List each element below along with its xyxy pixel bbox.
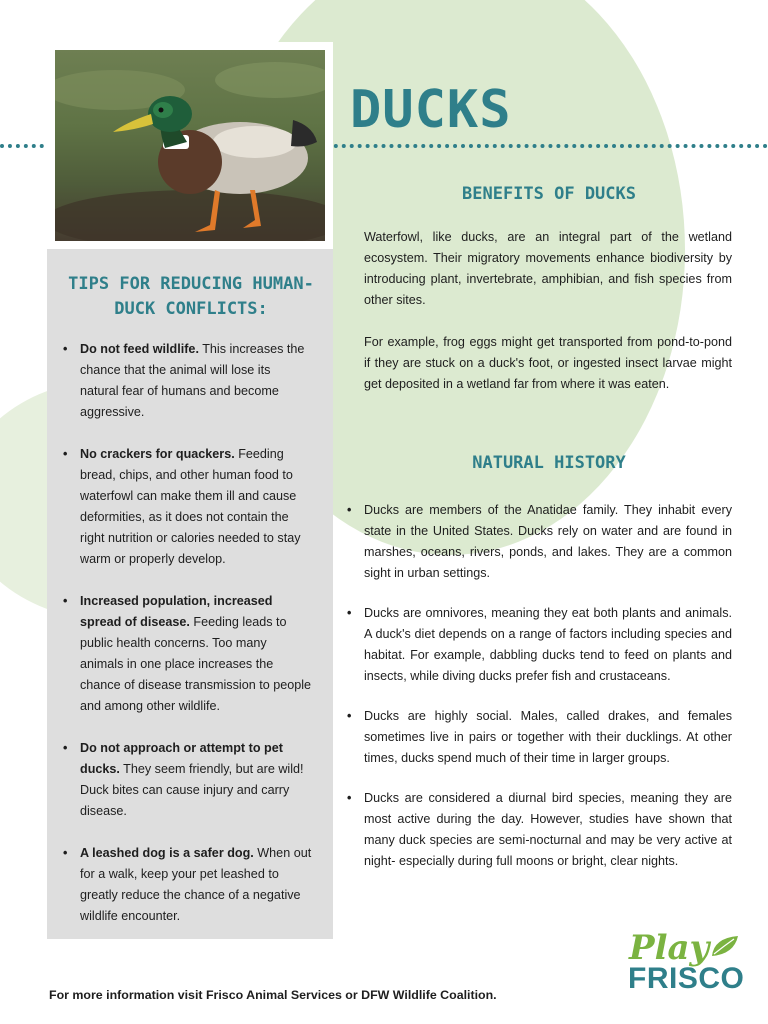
tips-heading [58, 272, 324, 322]
benefits-paragraph: For example, frog eggs might get transported from pond-to-pond if they are stuck on a duck's foot, or ingested insect larvae might get deposited in a wetland far from where it was eaten. [364, 335, 732, 391]
benefits-paragraph: Waterfowl, like ducks, are an integral part of the wetland ecosystem. Their migratory movements enhance biodiversity by introducing plant, invertebrate, amphibian, and fish species from other sites. [364, 230, 732, 307]
play-frisco-logo [626, 928, 745, 998]
list-item [80, 843, 312, 927]
photo-frame [47, 42, 333, 249]
tip-bold: A leashed dog is a safer dog. [80, 846, 254, 860]
list-item: • Ducks are highly social. Males, called drakes, and females sometimes live in pairs or together with their ducklings. At other times, ducks spend much of their time in larger groups. [364, 706, 732, 769]
duck-illustration [55, 50, 325, 241]
footer-note: For more information visit Frisco Animal Services or DFW Wildlife Coalition. [49, 988, 497, 1002]
tip-text: They seem friendly, but are wild! Duck bites can cause injury and carry disease. [80, 762, 304, 818]
tip-bold: No crackers for quackers. [80, 447, 235, 461]
tips-list [80, 339, 312, 948]
mallard-duck-photo [55, 50, 325, 241]
tips-heading-line2: DUCK CONFLICTS: [114, 299, 268, 319]
list-item [80, 591, 312, 717]
history-list [364, 500, 732, 891]
tip-bold: Increased population, increased spread of disease. [80, 594, 273, 629]
logo-frisco-text: FRISCO [628, 962, 745, 995]
tip-text: When out for a walk, keep your pet leashed to greatly reduce the chance of a negative wildlife encounter. [80, 846, 312, 923]
tip-text: This increases the chance that the animal will lose its natural fear of humans and become aggressive. [80, 342, 305, 419]
list-item [80, 339, 312, 423]
list-item [80, 444, 312, 570]
tips-heading-line1: TIPS FOR REDUCING HUMAN- [68, 274, 314, 294]
list-item: • Ducks are omnivores, meaning they eat both plants and animals. A duck's diet depends on a range of factors including species and habitat. For example, dabbling ducks tend to feed on plants and insects, while diving ducks prefer fish and crustaceans. [364, 603, 732, 687]
logo-play-text: Play [629, 928, 710, 968]
page-title: DUCKS [350, 80, 512, 140]
list-item: • Ducks are members of the Anatidae family. They inhabit every state in the United States. Ducks rely on water and are found in marshes, oceans, rivers, ponds, and lakes. They are a common sight in urban settings. [364, 500, 732, 584]
tip-bold: Do not approach or attempt to pet ducks. [80, 741, 283, 776]
tip-text: Feeding bread, chips, and other human food to waterfowl can make them ill and cause deformities, as it does not contain the right nutrition or calories needed to stay warm or properly develop. [80, 447, 301, 566]
history-heading: NATURAL HISTORY [472, 453, 626, 473]
list-item [80, 738, 312, 822]
list-item: • Ducks are considered a diurnal bird species, meaning they are most active during the day. However, studies have shown that many duck species are semi-nocturnal and may be very active at night- especially during full moons or bright, clear nights. [364, 788, 732, 872]
benefits-heading: BENEFITS OF DUCKS [462, 184, 636, 204]
leaf-icon [710, 934, 740, 958]
tip-text: Feeding leads to public health concerns. Too many animals in one place increases the chance of disease transmission to people and among other wildlife. [80, 615, 312, 713]
benefits-section [364, 227, 732, 395]
tip-bold: Do not feed wildlife. [80, 342, 199, 356]
